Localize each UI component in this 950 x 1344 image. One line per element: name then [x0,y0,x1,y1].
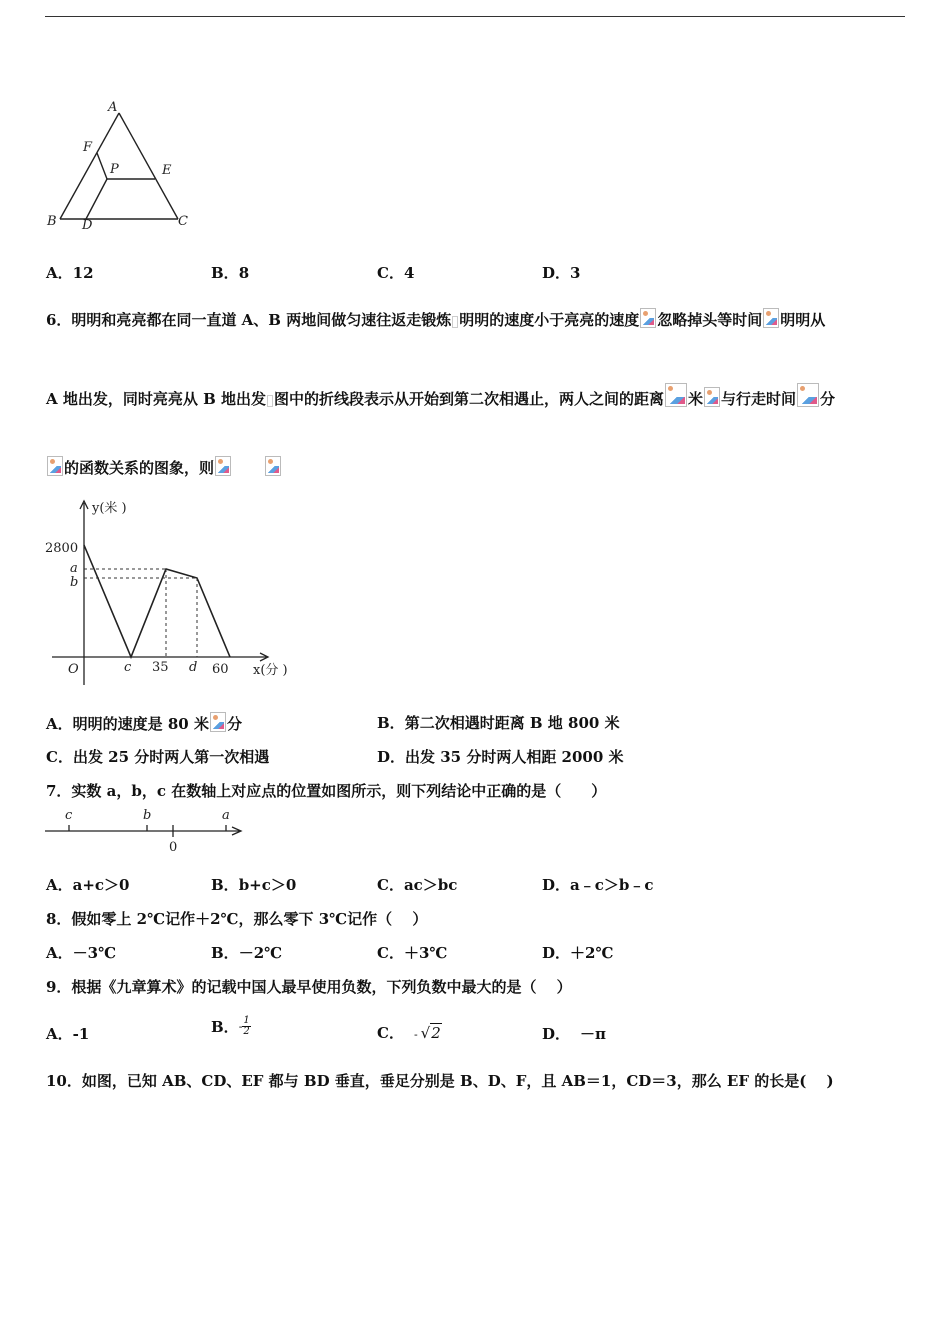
fraction: $\frac{1}{2}$ [243,1015,250,1037]
q9-option-c[interactable]: C． - √2 [377,1024,441,1042]
y-tick-2800: 2800 [45,541,79,556]
q9-option-b[interactable]: B．- $\frac{1}{2}$ [211,1015,250,1037]
triangle-figure [40,95,200,235]
label-f: F [83,140,93,155]
y-tick-b: b [70,575,79,590]
x-tick-d: d [189,660,198,675]
q7-option-a[interactable]: A．a+c＞0 [46,876,130,894]
label-e: E [162,163,172,178]
q9-option-d[interactable]: D． －π [542,1025,606,1043]
number-line [40,805,250,855]
broken-image-icon [640,308,656,328]
numberline-zero: 0 [169,840,178,855]
label-c: C [178,214,188,229]
broken-image-icon [47,456,63,476]
q5-option-c[interactable]: C．4 [377,264,415,282]
label-b: B [47,214,57,229]
broken-image-icon [452,316,458,328]
q6-option-b[interactable]: B．第二次相遇时距离 B 地 800 米 [377,714,620,732]
q6-line-1: 6．明明和亮亮都在同一直道 A、B 两地间做匀速往返走锻炼 明明的速度小于亮亮的速度 忽略掉头等时间 明明从 [46,308,825,330]
header-rule [45,16,905,17]
segment-fp [97,153,107,179]
broken-image-icon [267,395,273,407]
q6-line-3: 的函数关系的图象，则 [46,456,282,478]
broken-image-icon [704,387,720,407]
broken-image-icon [665,383,687,407]
x-tick-60: 60 [212,662,229,677]
q8-option-c[interactable]: C．＋3℃ [377,944,448,962]
label-a: A [108,100,118,115]
x-tick-c: c [124,660,132,675]
q7-question: 7．实数 a，b，c 在数轴上对应点的位置如图所示，则下列结论中正确的是（ ） [46,782,607,800]
x-axis-label: x(分 ) [253,663,288,678]
q8-question: 8．假如零上 2℃记作＋2℃，那么零下 3℃记作（ ） [46,910,428,928]
q10-question: 10．如图，已知 AB、CD、EF 都与 BD 垂直，垂足分别是 B、D、F，且 AB＝1，CD＝3，那么 EF 的长是( ) [46,1072,834,1090]
numberline-c: c [65,808,73,823]
q5-option-d[interactable]: D．3 [542,264,581,282]
broken-image-icon [215,456,231,476]
q5-option-a[interactable]: A．12 [46,264,94,282]
q6-option-a[interactable]: A．明明的速度是 80 米 分 [46,712,242,734]
broken-image-icon [210,712,226,732]
q6-line-2: A 地出发，同时亮亮从 B 地出发 图中的折线段表示从开始到第二次相遇止，两人之间的距离 米 与行走时间 分 [46,383,835,409]
x-tick-35: 35 [152,660,169,675]
q7-option-b[interactable]: B．b+c＞0 [211,876,297,894]
y-tick-a: a [70,561,78,576]
q7-option-d[interactable]: D．a﹣c＞b﹣c [542,876,654,894]
origin-label: O [68,662,79,677]
q9-option-a[interactable]: A．-1 [46,1025,90,1043]
broken-image-icon [265,456,281,476]
q8-option-b[interactable]: B．－2℃ [211,944,283,962]
sqrt-icon: √ [420,1024,431,1042]
q8-option-a[interactable]: A．－3℃ [46,944,117,962]
label-d: D [82,218,93,233]
q9-question: 9．根据《九章算术》的记载中国人最早使用负数，下列负数中最大的是（ ） [46,978,572,996]
graph-polyline [84,545,230,657]
numberline-a: a [222,808,230,823]
y-axis-label: y(米 ) [92,501,127,516]
q6-option-d[interactable]: D．出发 35 分时两人相距 2000 米 [377,748,624,766]
segment-pd [86,179,107,219]
broken-image-icon [763,308,779,328]
q8-option-d[interactable]: D．＋2℃ [542,944,614,962]
q7-option-c[interactable]: C．ac＞bc [377,876,458,894]
q5-option-b[interactable]: B．8 [211,264,250,282]
q6-option-c[interactable]: C．出发 25 分时两人第一次相遇 [46,748,270,766]
broken-image-icon [797,383,819,407]
label-p: P [110,162,119,177]
distance-time-graph [40,495,310,690]
numberline-b: b [143,808,152,823]
